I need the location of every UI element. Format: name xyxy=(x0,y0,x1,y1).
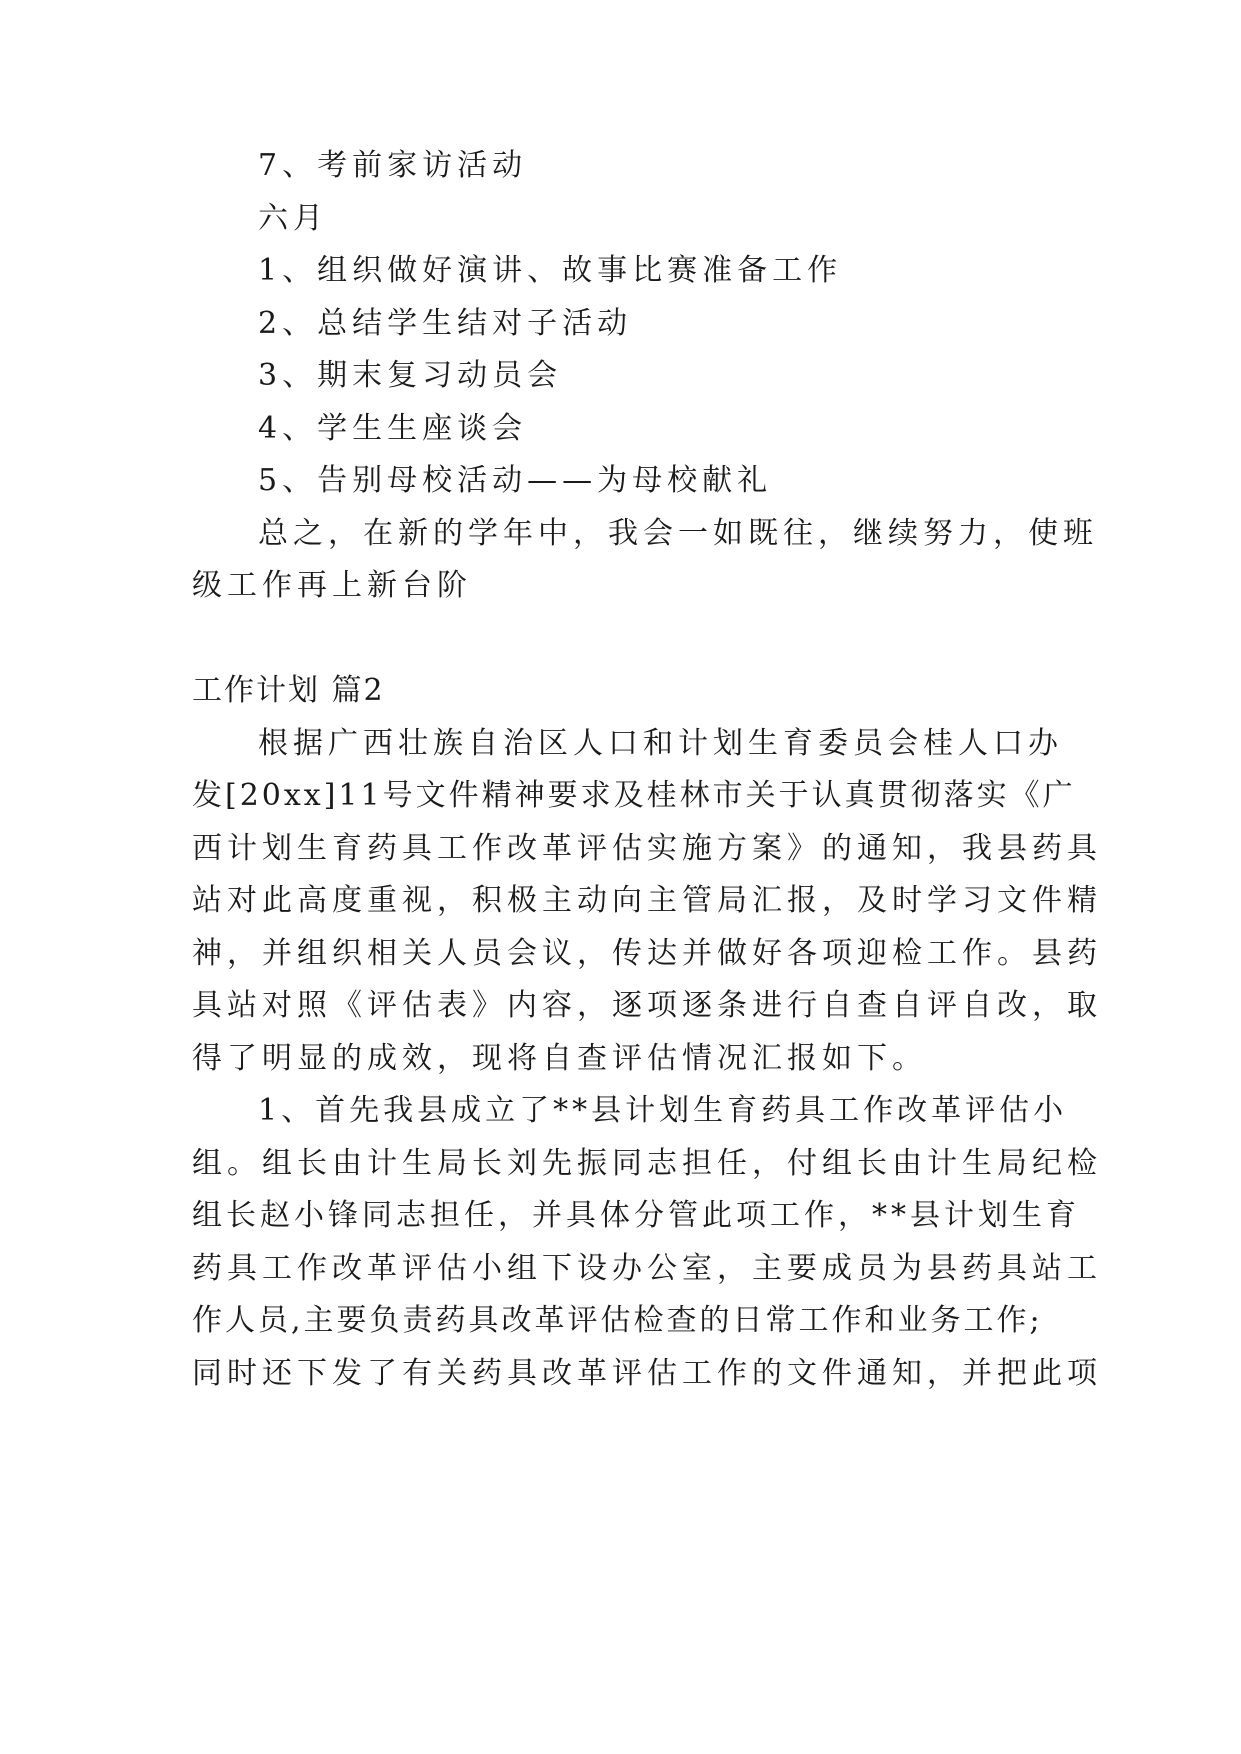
paragraph-line: 具站对照《评估表》内容，逐项逐条进行自查自评自改，取 xyxy=(192,988,1102,1023)
paragraph-line: 药具工作改革评估小组下设办公室，主要成员为县药具站工 xyxy=(192,1251,1102,1286)
paragraph-line: 组。组长由计生局长刘先振同志担任，付组长由计生局纪检 xyxy=(192,1146,1102,1181)
paragraph-line: 神，并组织相关人员会议，传达并做好各项迎检工作。县药 xyxy=(192,936,1102,971)
list-item: 4、学生生座谈会 xyxy=(258,411,528,446)
conclusion-line: 总之，在新的学年中，我会一如既往，继续努力，使班 xyxy=(258,516,1098,551)
paragraph-line: 西计划生育药具工作改革评估实施方案》的通知，我县药具 xyxy=(192,831,1102,866)
paragraph-line: 根据广西壮族自治区人口和计划生育委员会桂人口办 xyxy=(258,726,1063,761)
paragraph-line: 同时还下发了有关药具改革评估工作的文件通知，并把此项 xyxy=(192,1356,1102,1391)
paragraph-line: 作人员,主要负责药具改革评估检查的日常工作和业务工作; xyxy=(192,1303,1043,1338)
list-item: 2、总结学生结对子活动 xyxy=(258,306,633,341)
list-item: 3、期末复习动员会 xyxy=(258,358,563,393)
list-item: 1、组织做好演讲、故事比赛准备工作 xyxy=(258,253,843,288)
list-item: 7、考前家访活动 xyxy=(258,148,528,183)
paragraph-line: 站对此高度重视，积极主动向主管局汇报，及时学习文件精 xyxy=(192,883,1102,918)
section-title: 工作计划 篇2 xyxy=(192,673,385,708)
conclusion-line: 级工作再上新台阶 xyxy=(192,568,472,603)
paragraph-line: 组长赵小锋同志担任，并具体分管此项工作，**县计划生育 xyxy=(192,1198,1080,1233)
paragraph-line: 1、首先我县成立了**县计划生育药具工作改革评估小 xyxy=(258,1093,1068,1128)
paragraph-line: 发[20xx]11号文件精神要求及桂林市关于认真贯彻落实《广 xyxy=(192,778,1076,813)
paragraph-line: 得了明显的成效，现将自查评估情况汇报如下。 xyxy=(192,1041,927,1076)
month-heading: 六月 xyxy=(258,201,328,236)
list-item: 5、告别母校活动——为母校献礼 xyxy=(258,463,773,498)
